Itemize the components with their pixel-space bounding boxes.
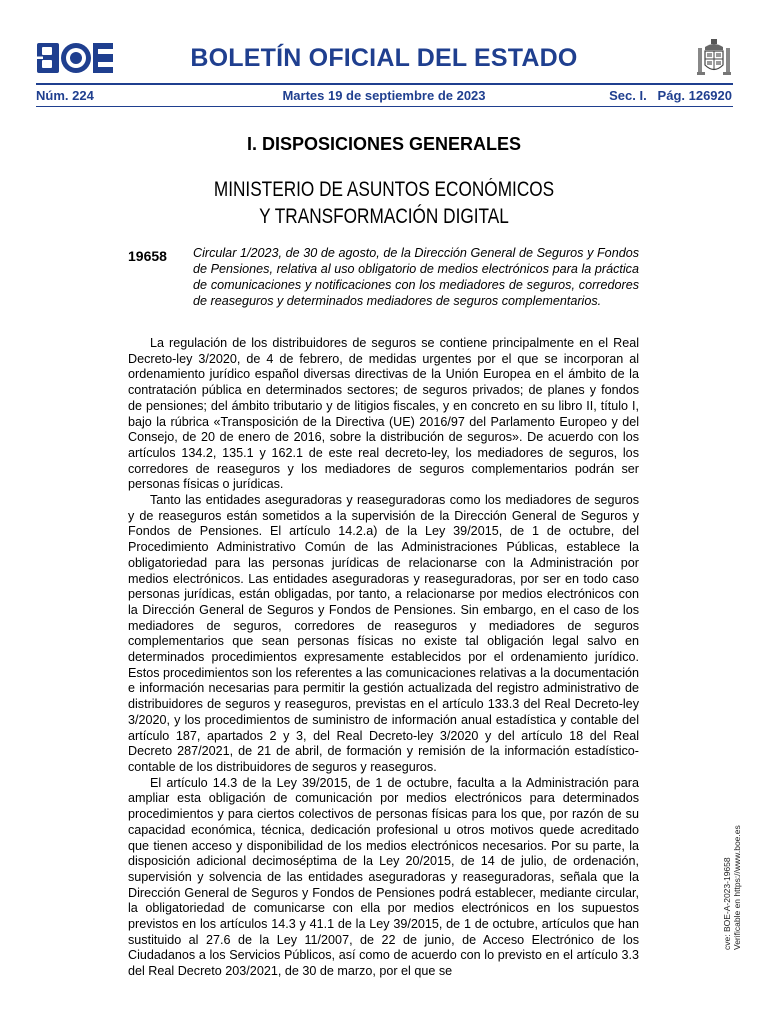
entry-id: 19658: [128, 248, 167, 264]
header-divider-top: [36, 83, 733, 85]
cve-code: cve: BOE-A-2023-19658: [722, 857, 732, 950]
paragraph-1: La regulación de los distribuidores de seguros se contiene principalmente en el Real Decreto-ley 3/2020, de 4 de febrero, de medidas urgentes por el que se incorporan al ordenamiento jurídico español diversas directivas de la Unión Europea en el ámbito de la contratación pública en determinados sectores; de seguros privados; de planes y fondos de pensiones; del ámbito tributario y de litigios fiscales, y en concreto en su libro II, título I, bajo la rúbrica «Transposición de la Directiva (UE) 2016/97 del Parlamento Europeo y del Consejo, de 20 de enero de 2016, sobre la distribución de seguros». De acuerdo con los artículos 134.2, 135.1 y 162.1 de este real decreto-ley, los mediadores de seguros, los corredores de reaseguros y los mediadores de seguros complementarios podrán ser personas físicas o jurídicas.: [128, 336, 639, 492]
paragraph-3: El artículo 14.3 de la Ley 39/2015, de 1 de octubre, faculta a la Administración para ampliar esta obligación de comunicación por medios electrónicos para determinados procedimientos y para ciertos colectivos de personas físicas para los que, por razón de su capacidad económica, técnica, dedicación profesional u otros motivos quede acreditado que tienen acceso y disponibilidad de los medios electrónicos necesarios. Por su parte, la disposición adicional decimoséptima de la Ley 20/2015, de 14 de julio, de ordenación, supervisión y solvencia de las entidades aseguradoras y reaseguradoras, señala que la Dirección General de Seguros y Fondos de Pensiones podrá establecer, mediante circular, la obligatoriedad de comunicarse con ella por medios electrónicos en los supuestos previstos en los artículos 14.3 y 41.1 de la Ley 39/2015, de 1 de octubre, artículos que han sustituido al 27.6 de la Ley 11/2007, de 22 de junio, de Acceso Electrónico de los Ciudadanos a los Servicios Públicos, así como de acuerdo con lo previsto en el artículo 3.3 del Real Decreto 203/2021, de 30 de marzo, por el que se: [128, 775, 639, 979]
page-header: [36, 38, 732, 78]
section-title: I. DISPOSICIONES GENERALES: [246, 134, 522, 154]
verification-note: [722, 825, 742, 950]
issue-meta: [36, 88, 732, 104]
boe-logo-icon: [36, 42, 114, 74]
paragraph-2: Tanto las entidades aseguradoras y reaseguradoras como los mediadores de seguros y de reaseguros están sometidos a la supervisión de la Dirección General de Seguros y Fondos de Pensiones. El artículo 14.2.a) de la Ley 39/2015, de 1 de octubre, del Procedimiento Administrativo Común de las Administraciones Públicas, establece la obligatoriedad para las personas jurídicas de relacionarse con la Administración por medios electrónicos. Las entidades aseguradoras y reaseguradoras, por ser en todo caso personas jurídicas, están obligadas, por tanto, a relacionarse por medios electrónicos con la Dirección General de Seguros y Fondos de Pensiones. Sin embargo, en el caso de los mediadores de seguros, corredores de reaseguros y mediadores de seguros complementarios que sean personas físicas no existe tal obligación legal salvo en determinados procedimientos expresamente establecidos por el ordenamiento jurídico. Estos procedimientos son los referentes a las comunicaciones relativas a la documentación e información necesarias para permitir la gestión actualizada del registro administrativo de distribuidores de seguros y reaseguros, previstas en el artículo 133.3 del Real Decreto-ley 3/2020, y los procedimientos de suministro de información anual estadística y contable del artículo 187, apartados 2 y 3, del Real Decreto-ley 3/2020 y del artículo 18 del Real Decreto 287/2021, de 21 de abril, de formación y remisión de la información estadístico-contable de los distribuidores de seguros y reaseguros.: [128, 493, 640, 774]
ministry-line-1: MINISTERIO DE ASUNTOS ECONÓMICOS: [213, 178, 555, 201]
section-page: Sec. I. Pág. 126920: [609, 88, 732, 103]
issue-number: Núm. 224: [36, 88, 94, 103]
newspaper-title: BOLETÍN OFICIAL DEL ESTADO: [190, 44, 578, 72]
ministry-name: [99, 176, 670, 230]
body-text: [128, 336, 639, 980]
verification-link[interactable]: Verificable en https://www.boe.es: [732, 825, 742, 950]
header-divider-bottom: [36, 106, 733, 107]
entry-summary: Circular 1/2023, de 30 de agosto, de la Dirección General de Seguros y Fondos de Pensiones, relativa al uso obligatorio de medios electrónicos para la práctica de comunicaciones y notificaciones con los mediadores de seguros, corredores de reaseguros y determinados mediadores de seguros complementarios.: [193, 246, 639, 308]
ministry-line-2: Y TRANSFORMACIÓN DIGITAL: [259, 205, 509, 228]
issue-date: Martes 19 de septiembre de 2023: [282, 88, 486, 103]
spain-coat-of-arms-icon: [696, 38, 732, 78]
